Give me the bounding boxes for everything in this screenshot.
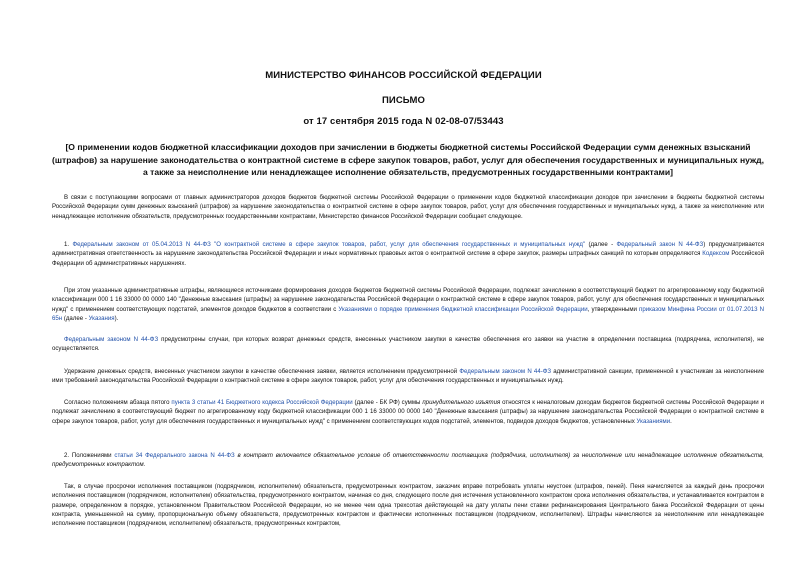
item-number: 1. xyxy=(64,241,73,248)
paragraph-3: Федеральным законом N 44-ФЗ предусмотрены случаи, при которых возврат денежных средств, внесенных участником закупки в качестве обеспечения его заявки на участие в определении поставщика (подрядчика, исполнителя), не осуществляется. xyxy=(52,336,765,353)
law-44fz-short-link[interactable]: Федеральным законом N 44-ФЗ xyxy=(459,368,552,375)
ministry-heading: МИНИСТЕРСТВО ФИНАНСОВ РОССИЙСКОЙ ФЕДЕРАЦИИ xyxy=(265,70,542,81)
koap-link[interactable]: Кодексом xyxy=(702,250,730,258)
paragraph-2: При этом указанные административные штрафы, являющиеся источниками формирования доходов бюджетов бюджетной системы Российской Федерации, подлежат зачислению в соответствующий бюджет по агрегированному коду бюджетной классификации 000 1 16 33000 00 0000 140 "Денежные взыскания (штрафы) за нарушение законодательства Российской Федерации о контрактной системе в сфере закупок товаров, работ, услуг для обеспечения государственных и муниципальных нужд" с применением соответствующих подстатей, элементов доходов бюджетов в соответствии с Указаниями о порядке применения бюджетной классификации Российской Федерации, утвержденными приказом Минфина России от 01.07.2013 N 65н (далее - Указания). xyxy=(52,287,764,322)
budget-code-article-link[interactable]: пункта 3 статьи 41 Бюджетного кодекса Российской Федерации xyxy=(171,399,353,406)
paragraph-1: 1. Федеральным законом от 05.04.2013 N 44-ФЗ "О контрактной системе в сфере закупок товаров, работ, услуг для обеспечения государственных и муниципальных нужд" (далее - Федеральный закон N 44-ФЗ) предусматривается административная ответственность за нарушение законодательства Российской Федерации и иных нормативных правовых актов о контрактной системе в сфере закупок, размеры штрафных санкций по которым определяются Кодексом Российской Федерации об административных нарушениях. xyxy=(52,241,764,267)
intro-paragraph: В связи с поступающими вопросами от главных администраторов доходов бюджетов бюджетной системы Российской Федерации о применении кодов бюджетной классификации доходов при зачислении в бюджеты бюджетной системы Российской Федерации сумм денежных взысканий (штрафов) за нарушение законодательства о контрактной системе в сфере закупок товаров, работ, услуг для обеспечения государственных и муниципальных нужд, а также за неисполнение или ненадлежащее исполнение обязательств, предусмотренных государственными контрактами, Министерство финансов Российской Федерации сообщает следующее. xyxy=(52,194,764,220)
document-type: ПИСЬМО xyxy=(381,95,425,106)
article-34-link[interactable]: статьи 34 Федерального закона N 44-ФЗ xyxy=(114,452,235,459)
instructions-link[interactable]: Указаниями xyxy=(636,417,671,425)
paragraph-5: Согласно положениям абзаца пятого пункта 3 статьи 41 Бюджетного кодекса Российской Федерации (далее - БК РФ) суммы принудительного изъятия относятся к неналоговым доходам бюджетов бюджетной системы Российской Федерации и подлежат зачислению в соответствующий бюджет по агрегированному коду бюджетной классификации 000 1 16 33000 00 0000 140 "Денежные взыскания (штрафы) за нарушение законодательства Российской Федерации о контрактной системе в сфере закупок товаров, работ, услуг для обеспечения государственных и муниципальных нужд" с применением соответствующих кодов подстатей, элементов, подвидов доходов бюджетов, установленных Указаниями. xyxy=(52,399,764,425)
instructions-link[interactable]: Указания xyxy=(88,314,115,322)
budget-classification-instructions-link[interactable]: Указаниями о порядке применения бюджетной классификации Российской Федерации xyxy=(338,305,588,313)
law-44fz-link[interactable]: Федеральным законом от 05.04.2013 N 44-ФЗ "О контрактной системе в сфере закупок товаров, работ, услуг для обеспечения государственных и муниципальных нужд" xyxy=(72,241,586,248)
law-44fz-short-link[interactable]: Федеральным законом N 44-ФЗ xyxy=(64,336,159,343)
document-title: [О применении кодов бюджетной классификации доходов при зачислении в бюджеты бюджетной системы Российской Федерации сумм денежных взысканий (штрафов) за нарушение законодательства о контрактной системе в сфере закупок товаров, работ, услуг для обеспечения государственных и муниципальных нужд, а также за неисполнение или ненадлежащее исполнение обязательств, предусмотренных государственными контрактами] xyxy=(52,142,764,177)
paragraph-6: 2. Положениями статьи 34 Федерального закона N 44-ФЗ в контракт включается обязательное условие об ответственности поставщика (подрядчика, исполнителя) за неисполнение или ненадлежащее исполнение обязательств, предусмотренных контрактом. xyxy=(52,452,764,469)
law-44fz-short-link[interactable]: Федеральный закон N 44-ФЗ xyxy=(616,241,704,248)
paragraph-4: Удержание денежных средств, внесенных участником закупки в качестве обеспечения заявки, является исполнением предусмотренной Федеральным законом N 44-ФЗ административной санкции, примененной к участникам за неисполнение ими требований законодательства Российской Федерации о контрактной системе в сфере закупок товаров, работ, услуг для обеспечения государственных и муниципальных нужд. xyxy=(52,368,764,385)
minfin-order-link[interactable]: приказом Минфина России от 01.07.2013 N 65н xyxy=(52,305,764,322)
paragraph-7: Так, в случае просрочки исполнения поставщиком (подрядчиком, исполнителем) обязательств, предусмотренных контрактом, заказчик вправе потребовать уплаты неустоек (штрафов, пеней). Пеня начисляется за каждый день просрочки исполнения поставщиком (подрядчиком, исполнителем) обязательства, предусмотренного контрактом, начиная со дня, следующего после дня истечения установленного контрактом срока исполнения обязательства, и устанавливается контрактом в размере, определенном в порядке, установленном Правительством Российской Федерации, но не менее чем одна трехсотая действующей на дату уплаты пени ставки рефинансирования Центрального банка Российской Федерации от цены контракта, уменьшенной на сумму, пропорциональную объему обязательств, предусмотренных контрактом и фактически исполненных поставщиком (подрядчиком, исполнителем). Штрафы начисляются за неисполнение или ненадлежащее исполнение поставщиком (подрядчиком, исполнителем) обязательств, предусмотренных контрактом, xyxy=(52,483,764,528)
document-date-number: от 17 сентября 2015 года N 02-08-07/53443 xyxy=(303,116,504,127)
